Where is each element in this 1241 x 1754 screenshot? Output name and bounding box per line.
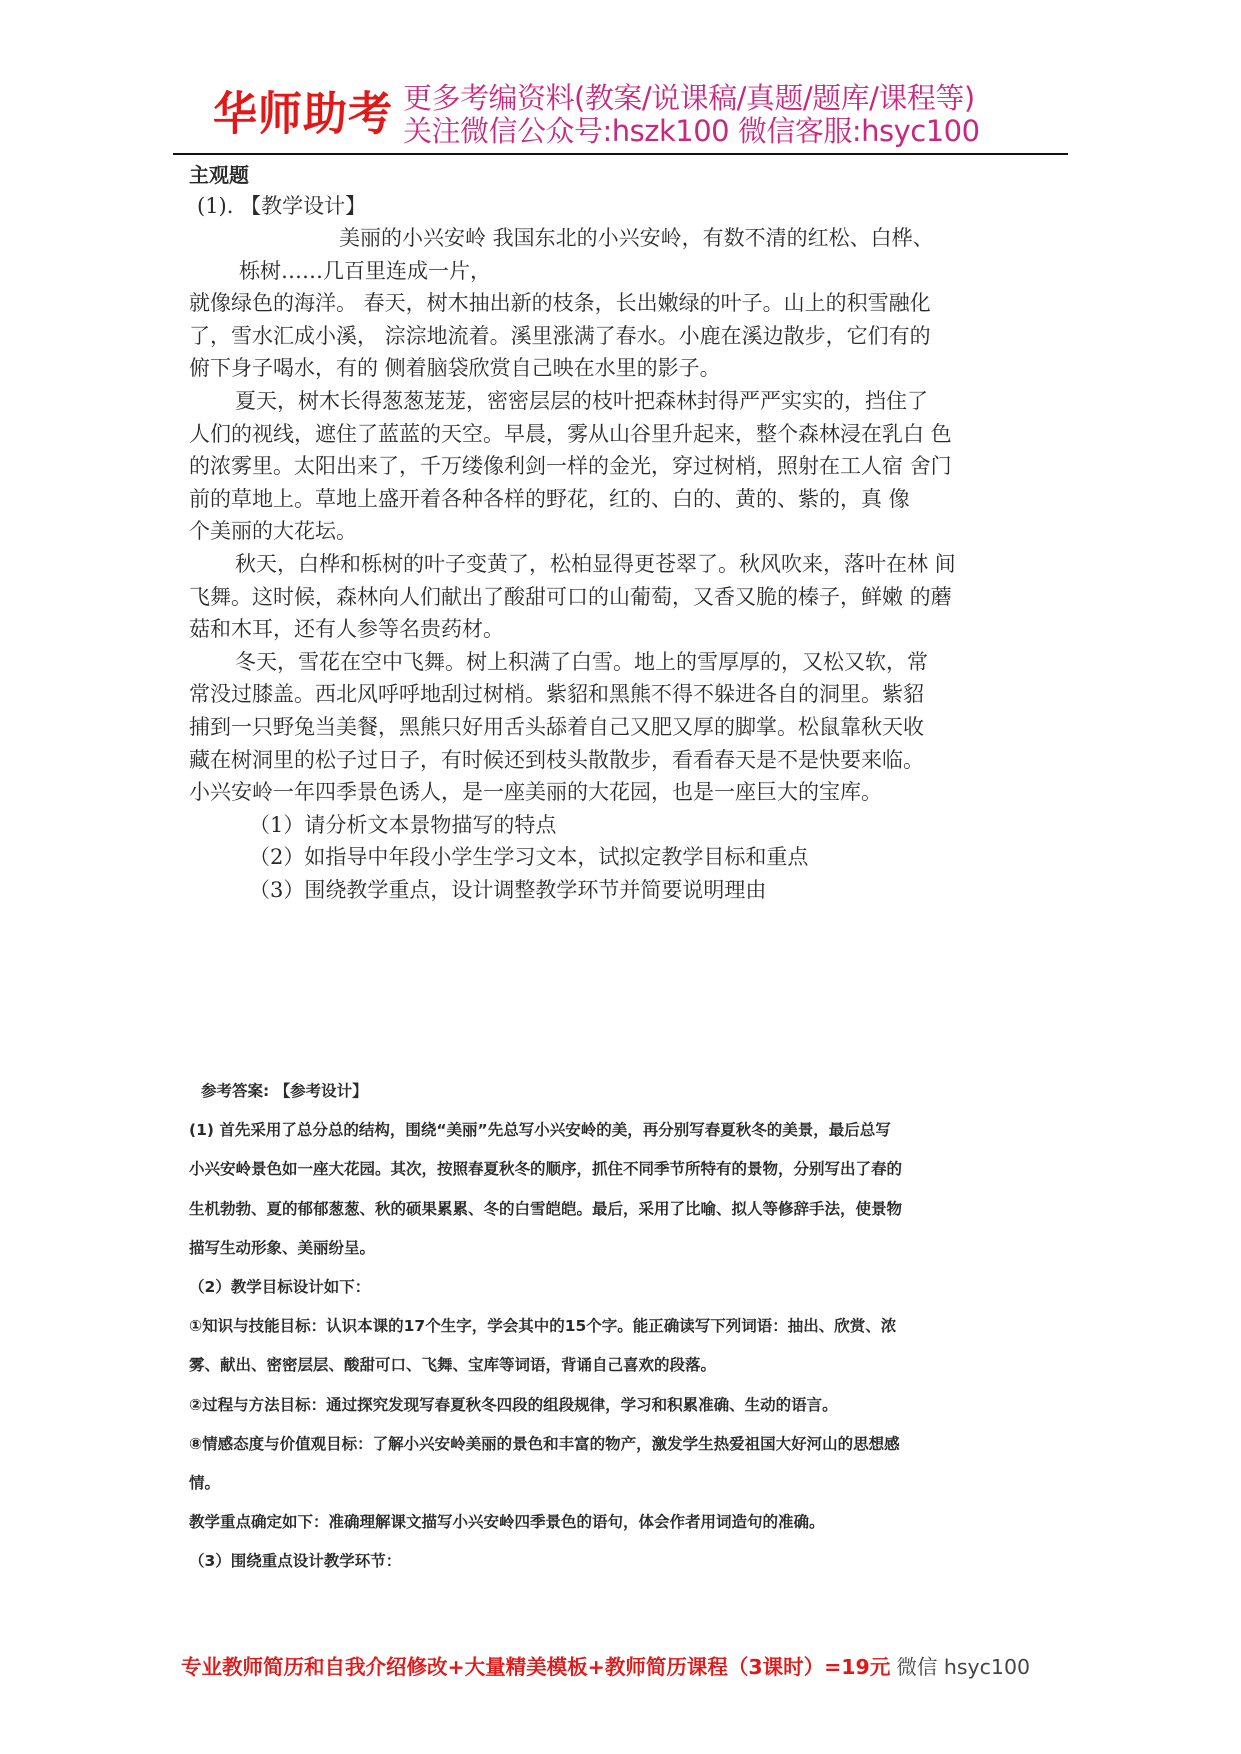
answer-line: 情。 <box>189 1473 221 1492</box>
passage-line: 常没过膝盖。西北风呼呼地刮过树梢。紫貂和黑熊不得不躲进各自的洞里。紫貂 <box>189 682 924 707</box>
answer-heading: 参考答案: 【参考设计】 <box>201 1082 368 1100</box>
passage-line: 藏在树洞里的松子过日子，有时候还到枝头散散步，看看春天是不是快要来临。 <box>189 747 924 772</box>
question-section <box>189 160 1069 906</box>
passage-line: 冬天，雪花在空中飞舞。树上积满了白雪。地上的雪厚厚的，又松又软，常 <box>235 649 928 674</box>
passage-line: 个美丽的大花坛。 <box>189 519 357 544</box>
answer-line: 教学重点确定如下：准确理解课文描写小兴安岭四季景色的语句，体会作者用词造句的准确。 <box>189 1513 825 1532</box>
passage-line: 就像绿色的海洋。 春天，树木抽出新的枝条，长出嫩绿的叶子。山上的积雪融化 <box>189 291 931 316</box>
answer-line: ①知识与技能目标：认识本课的17个生字，学会其中的15个字。能正确读写下列词语：抽出、欣赏、浓 <box>189 1317 897 1336</box>
answer-line: (1) 首先采用了总分总的结构，围绕“美丽”先总写小兴安岭的美，再分别写春夏秋冬的美景，最后总写 <box>189 1121 891 1140</box>
sub-question: （2）如指导中年段小学生学习文本，试拟定教学目标和重点 <box>249 845 809 870</box>
section-title: 主观题 <box>189 163 249 187</box>
question-heading: (1). 【教学设计】 <box>197 194 367 218</box>
answer-line: 小兴安岭景色如一座大花园。其次，按照春夏秋冬的顺序，抓住不同季节所特有的景物，分别写出了春的 <box>189 1160 903 1179</box>
sub-question: （3）围绕教学重点，设计调整教学环节并简要说明理由 <box>249 877 767 902</box>
answer-line: ⑧情感态度与价值观目标：了解小兴安岭美丽的景色和丰富的物产，激发学生热爱祖国大好河山的思想感 <box>189 1434 900 1453</box>
passage-line: 的浓雾里。太阳出来了，千万缕像利剑一样的金光，穿过树梢，照射在工人宿 舍门 <box>189 454 952 479</box>
answer-line: 描写生动形象、美丽纷呈。 <box>189 1238 376 1257</box>
answer-section <box>189 1072 1069 1581</box>
passage-line: 秋天，白桦和栎树的叶子变黄了，松柏显得更苍翠了。秋风吹来，落叶在林 间 <box>235 551 956 576</box>
brand-logo: 华师助考 <box>213 87 393 142</box>
footer-ad <box>181 1652 1030 1682</box>
sub-question: （1）请分析文本景物描写的特点 <box>249 812 557 837</box>
answer-line: 雾、献出、密密层层、酸甜可口、飞舞、宝库等词语，背诵自己喜欢的段落。 <box>189 1356 717 1375</box>
passage-line: 夏天，树木长得葱葱茏茏，密密层层的枝叶把森林封得严严实实的，挡住了 <box>235 388 928 413</box>
passage-line: 飞舞。这时候，森林向人们献出了酸甜可口的山葡萄，又香又脆的榛子，鲜嫩 的蘑 <box>189 584 952 609</box>
passage-line: 菇和木耳，还有人参等名贵药材。 <box>189 617 504 642</box>
footer-contact: 微信 hsyc100 <box>896 1655 1031 1679</box>
header-promo <box>403 82 980 148</box>
answer-line: 生机勃勃、夏的郁郁葱葱、秋的硕果累累、冬的白雪皑皑。最后，采用了比喻、拟人等修辞手法，使景物 <box>189 1199 903 1218</box>
header-divider <box>173 153 1068 155</box>
answer-line: （3）围绕重点设计教学环节： <box>189 1552 402 1571</box>
promo-line-contact: 关注微信公众号:hszk100 微信客服:hsyc100 <box>403 114 980 148</box>
promo-line-materials: 更多考编资料(教案/说课稿/真题/题库/课程等) <box>403 81 975 115</box>
passage-line: 栎树……几百里连成一片， <box>239 258 491 283</box>
passage-line: 小兴安岭一年四季景色诱人，是一座美丽的大花园，也是一座巨大的宝库。 <box>189 780 882 805</box>
passage-line: 俯下身子喝水，有的 侧着脑袋欣赏自己映在水里的影子。 <box>189 356 721 381</box>
answer-line: （2）教学目标设计如下： <box>189 1277 371 1296</box>
passage-line: 美丽的小兴安岭 我国东北的小兴安岭，有数不清的红松、白桦、 <box>339 226 934 250</box>
passage-line: 了，雪水汇成小溪， 淙淙地流着。溪里涨满了春水。小鹿在溪边散步，它们有的 <box>189 323 931 348</box>
header-banner <box>213 82 980 148</box>
footer-promo: 专业教师简历和自我介绍修改+大量精美模板+教师简历课程（3课时）=19元 <box>181 1655 891 1679</box>
passage-line: 前的草地上。草地上盛开着各种各样的野花，红的、白的、黄的、紫的，真 像 <box>189 486 910 511</box>
answer-line: ②过程与方法目标：通过探究发现写春夏秋冬四段的组段规律，学习和积累准确、生动的语言。 <box>189 1395 838 1414</box>
passage-line: 捕到一只野兔当美餐，黑熊只好用舌头舔着自己又肥又厚的脚掌。松鼠靠秋天收 <box>189 714 924 739</box>
passage-line: 人们的视线，遮住了蓝蓝的天空。早晨，雾从山谷里升起来，整个森林浸在乳白 色 <box>189 421 952 446</box>
